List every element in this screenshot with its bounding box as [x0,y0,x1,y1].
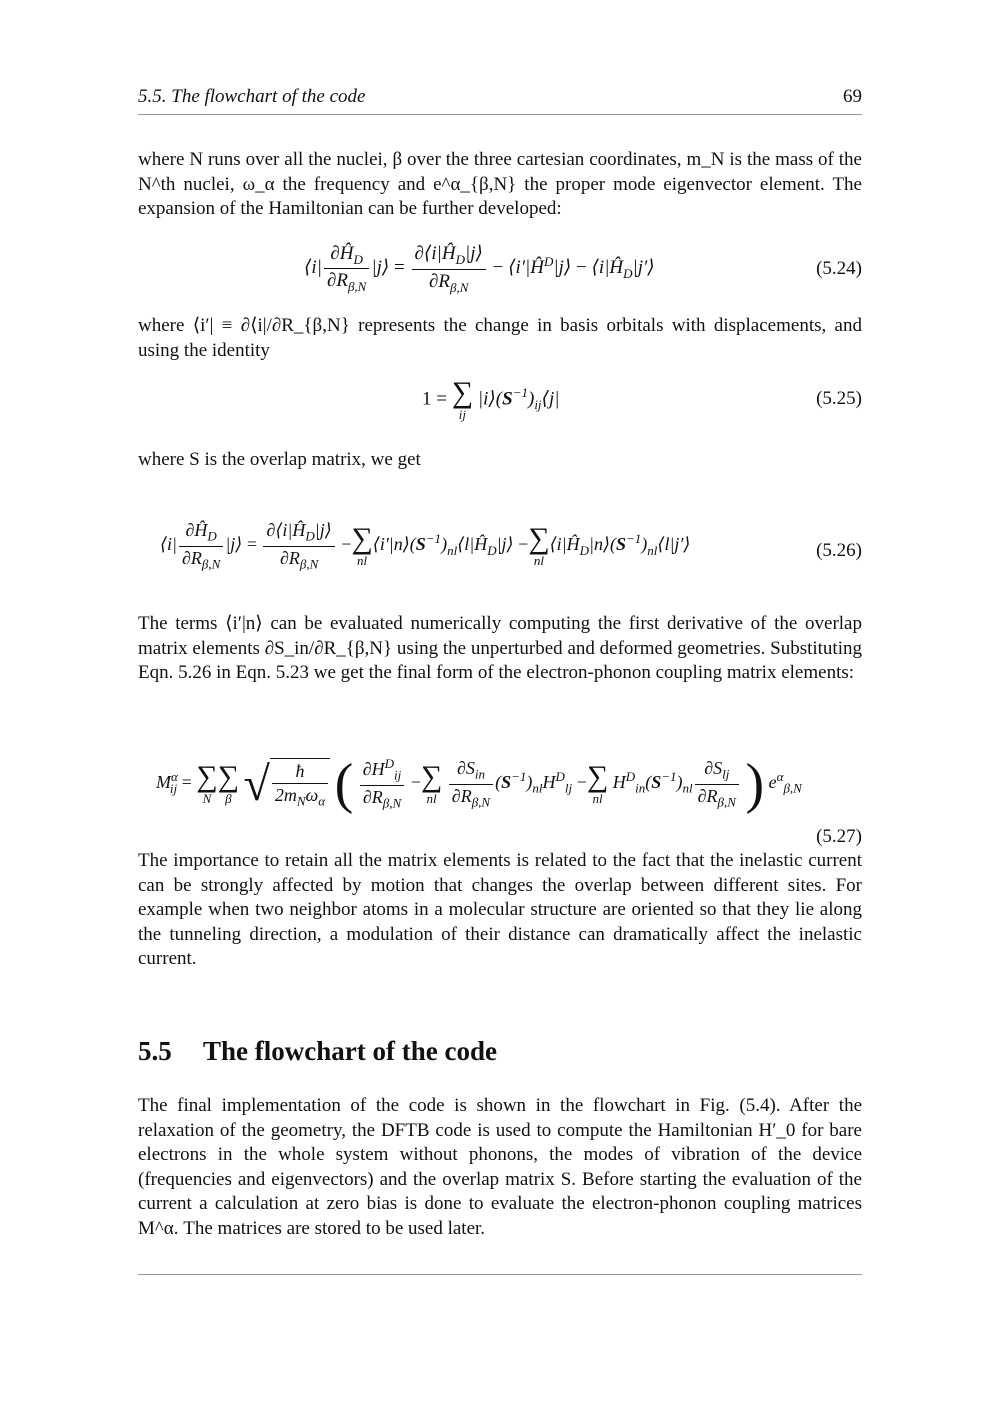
equation-5-24 [138,242,862,298]
page-number: 69 [843,86,862,107]
equation-5-25 [138,378,862,432]
footer-rule [138,1274,862,1275]
equation-5-25-body: 1 = ∑ ij $|i⟩(S^{-1})_{ij}⟨j|$ [422,376,560,422]
paragraph-4: The terms ⟨i′|n⟩ can be evaluated numerically computing the first derivative of the overlap matrix elements ∂S_in/∂R_{β,N} using the unperturbed and deformed geometries. Substituting Eqn. 5.26 in Eqn. 5.23 we get the final form of the electron-phonon coupling matrix elements: [138,613,862,683]
paragraph-3: where S is the overlap matrix, we get [138,449,421,470]
equation-number: (5.27) [816,826,862,847]
paragraph-6: The final implementation of the code is shown in the flowchart in Fig. (5.4). After the relaxation of the geometry, the DFTB code is used to compute the Hamiltonian H′_0 for bare electrons in the whole system without phonons, the modes of vibration of the device (frequencies and eigenvectors) and the overlap matrix S. Before starting the evaluation of the current a calculation at zero bias is done to evaluate the electron-phonon coupling matrices M^α. The matrices are stored to be used later. [138,1095,862,1239]
equation-number: (5.26) [816,540,862,561]
running-header [138,86,862,115]
paragraph-2: where ⟨i′| ≡ ∂⟨i|/∂R_{β,N} represents the change in basis orbitals with displacements, and using the identity [138,315,862,361]
paragraph-5: The importance to retain all the matrix elements is related to the fact that the inelastic current can be strongly affected by motion that changes the overlap between different sites. For example when two neighbor atoms in a molecular structure are oriented so that they lie along the tunneling direction, a modulation of their distance can dramatically affect the inelastic current. [138,850,862,969]
equation-5-26-body: ⟨i| $\frac{\partial Ĥ_D}{\partial R_{\beta,N}}$ |j⟩ = $\frac{\partial⟨i|Ĥ_D|j⟩}{\partial R_{\beta,N}}$ − ∑ nl $⟨i'|n⟩(S^{-1})_{nl}⟨l|Ĥ_D|j⟩$ − ∑ nl $⟨i|Ĥ_D|n⟩(S^{-1})_{nl}⟨l|j'⟩$ [160,520,691,572]
equation-number: (5.25) [816,388,862,409]
equation-5-27 [138,753,862,847]
running-title: 5.5. The flowchart of the code [138,86,366,107]
equation-5-26 [138,520,862,582]
equation-number: (5.24) [816,258,862,279]
section-heading [138,1036,497,1067]
paragraph-1: where N runs over all the nuclei, β over the three cartesian coordinates, m_N is the mass of the N^th nuclei, ω_α the frequency and e^α_{β,N} the proper mode eigenvector element. The expansion of the Hamiltonian can be further developed: [138,149,862,219]
section-title: The flowchart of the code [203,1036,497,1066]
equation-5-27-body: $M^\alpha_{ij}$ = ∑ N ∑ β √ $\frac{ħ}{2m_N\omega_\alpha}$ ( $\frac{\partial H^D_{ij}}{\partial R_{\beta,N}}$ − ∑ nl $\frac{\partial S_{in}}{\partial R_{\beta,N}}$ $(S^{-1})_{nl}H^D_{lj}$ − ∑ nl $H^D_{in}(S^{-1})_{nl}$ $\frac{\partial S_{lj}}{\partial R_{\beta,N}}$ ) $e^\alpha_{\beta,N}$ [156,753,802,815]
equation-5-24-body: ⟨i| $\frac{\partial Ĥ_D}{\partial R_{\beta,N}}$ |j⟩ = $\frac{\partial⟨i|Ĥ_D|j⟩}{\partial R_{\beta,N}}$ − $⟨i'|Ĥ^D|j⟩$ − $⟨i|Ĥ_D|j'⟩$ [304,242,655,295]
section-number: 5.5 [138,1036,172,1066]
